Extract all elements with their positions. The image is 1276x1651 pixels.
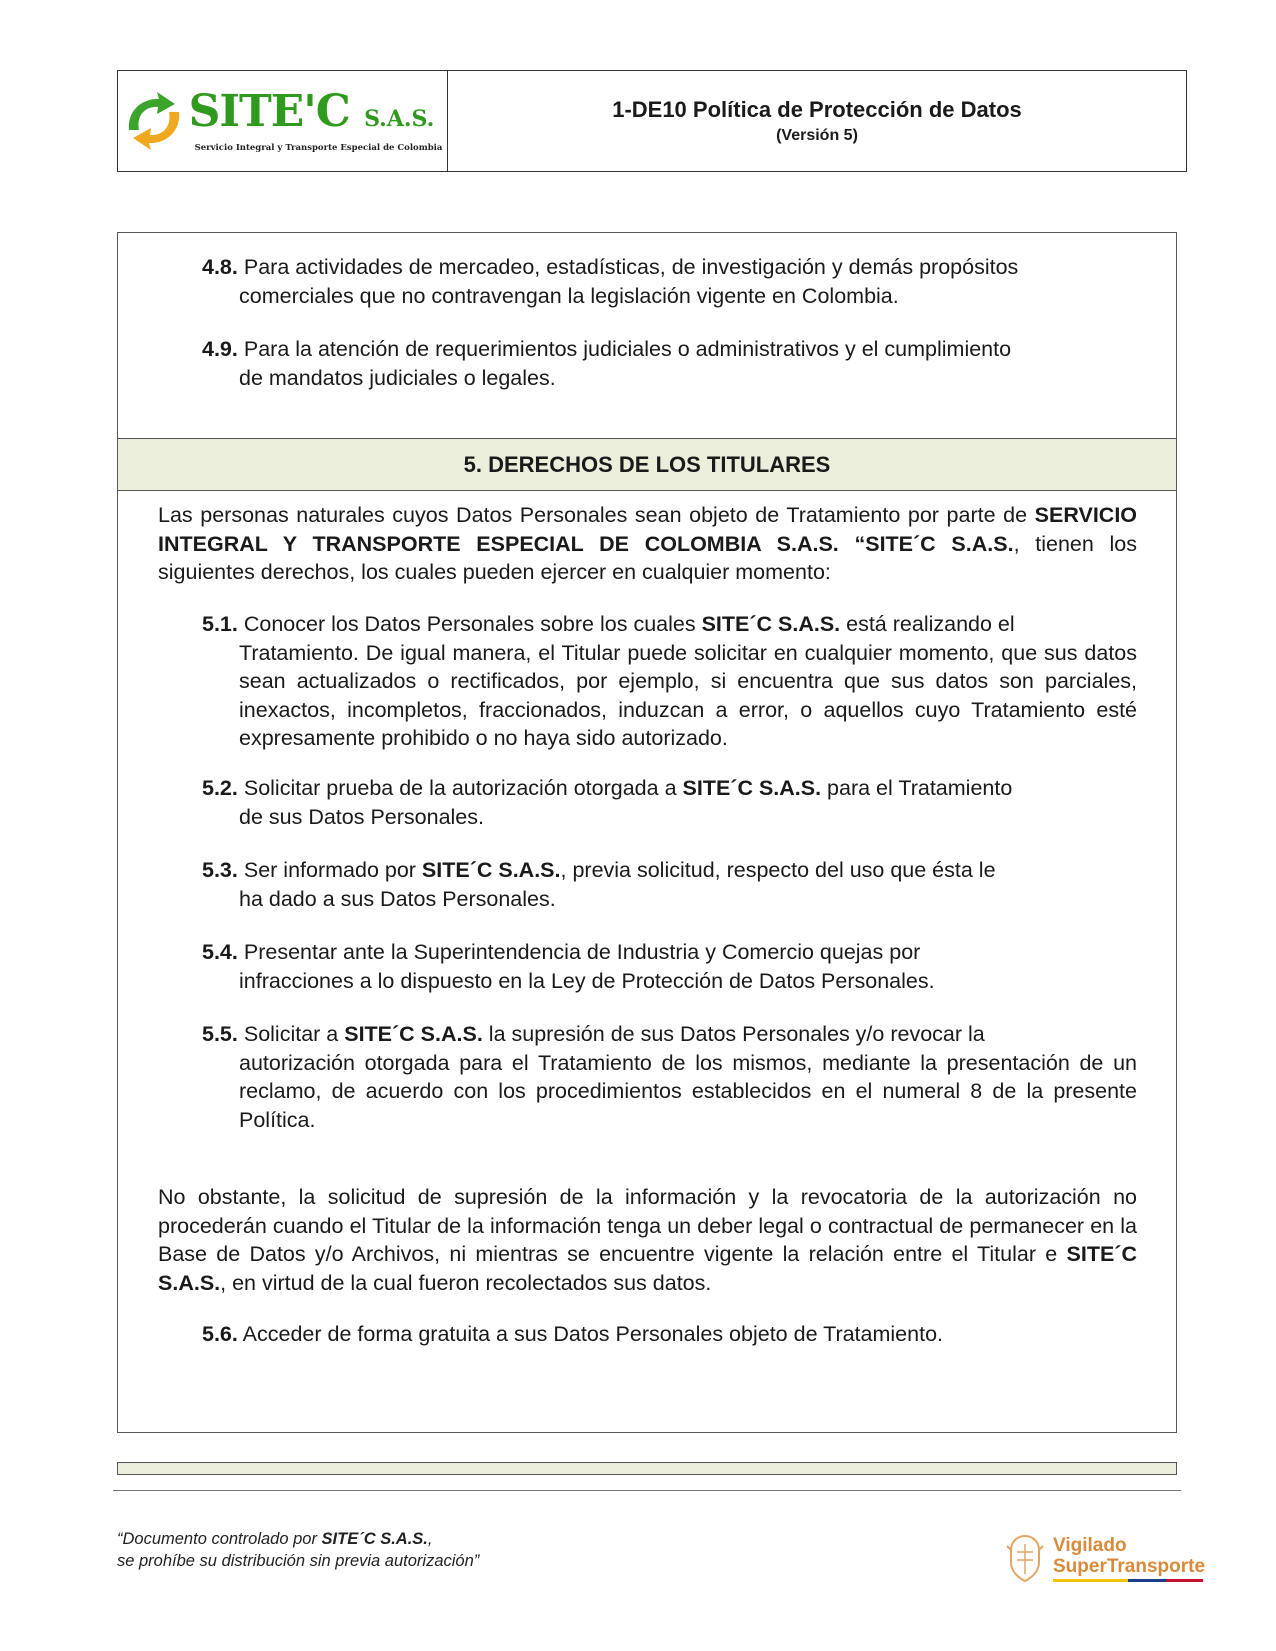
section-heading: 5. DERECHOS DE LOS TITULARES (118, 438, 1176, 491)
coat-of-arms-icon (1003, 1532, 1047, 1584)
logo-name: SITE'C (188, 85, 350, 137)
item-number: 4.9. (202, 337, 238, 361)
footer-divider (113, 1490, 1181, 1491)
list-item-5-1: 5.1. Conocer los Datos Personales sobre los cuales SITE´C S.A.S. está realizando el Tratamiento. De igual manera, el Titular puede solicitar en cualquier momento, que sus datos sean actualizados o rectificados, por ejemplo, si encuentra que sus datos son parciales, inexactos, incompletos, fraccionados, induzcan a error, o aquellos cuyo Tratamiento esté expresamente prohibido o no haya sido autorizado. (202, 612, 1137, 750)
document-title: 1-DE10 Política de Protección de Datos (612, 97, 1022, 122)
item-text-continued: comerciales que no contravengan la legislación vigente en Colombia. (239, 283, 899, 308)
title-cell (448, 71, 1186, 171)
logo-cell (118, 71, 448, 171)
item-text-continued: de mandatos judiciales o legales. (239, 365, 556, 390)
recycle-arrows-icon (123, 90, 185, 152)
logo-tagline: Servicio Integral y Transporte Especial de Colombia (194, 142, 443, 153)
flag-stripes (1053, 1579, 1203, 1582)
item-text: Para actividades de mercadeo, estadísticas, de investigación y demás propósitos (243, 255, 1019, 279)
logo-suffix: S.A.S. (364, 105, 435, 132)
list-item-4-8 (202, 253, 1137, 310)
list-item-4-9 (202, 335, 1137, 392)
footer-note: “Documento controlado por SITE´C S.A.S., se prohíbe su distribución sin previa autorización” (117, 1530, 480, 1570)
content-box (117, 232, 1177, 1433)
vigilado-supertransporte-logo (1003, 1532, 1205, 1584)
supertransporte-label: SuperTransporte (1053, 1555, 1206, 1577)
list-item-5-4: 5.4. Presentar ante la Superintendencia de Industria y Comercio quejas por infracciones a lo dispuesto en la Ley de Protección de Datos Personales. (202, 940, 935, 993)
item-text: Para la atención de requerimientos judiciales o administrativos y el cumplimiento (243, 337, 1012, 361)
exception-paragraph: No obstante, la solicitud de supresión de la información y la revocatoria de la autorización no procederán cuando el Titular de la información tenga un deber legal o contractual de permanecer en la Base de Datos y/o Archivos, ni mientras se encuentre vigente la relación entre el Titular e SITE´C S.A.S., en virtud de la cual fueron recolectados sus datos. (158, 1185, 1137, 1295)
list-item-5-6: 5.6. Acceder de forma gratuita a sus Datos Personales objeto de Tratamiento. (202, 1322, 943, 1346)
footer-band (117, 1462, 1177, 1475)
document-header (117, 70, 1187, 172)
document-version: (Versión 5) (776, 127, 858, 144)
company-name: SERVICIO INTEGRAL Y TRANSPORTE ESPECIAL DE COLOMBIA S.A.S. “SITE´C S.A.S. (158, 503, 1138, 556)
vigilado-label: Vigilado (1053, 1534, 1127, 1556)
company-logo (123, 85, 443, 153)
list-item-5-3: 5.3. Ser informado por SITE´C S.A.S., previa solicitud, respecto del uso que ésta le ha dado a sus Datos Personales. (202, 858, 996, 911)
intro-paragraph: Las personas naturales cuyos Datos Personales sean objeto de Tratamiento por parte de SERVICIO INTEGRAL Y TRANSPORTE ESPECIAL DE COLOMBIA S.A.S. “SITE´C S.A.S., tienen los siguientes derechos, los cuales pueden ejercer en cualquier momento: (158, 503, 1138, 584)
list-item-5-2: 5.2. Solicitar prueba de la autorización otorgada a SITE´C S.A.S. para el Tratamiento de sus Datos Personales. (202, 776, 1013, 829)
list-item-5-5: 5.5. Solicitar a SITE´C S.A.S. la supresión de sus Datos Personales y/o revocar la autorización otorgada para el Tratamiento de los mismos, mediante la presentación de un reclamo, de acuerdo con los procedimientos establecidos en el numeral 8 de la presente Política. (202, 1022, 1137, 1132)
item-number: 4.8. (202, 255, 238, 279)
